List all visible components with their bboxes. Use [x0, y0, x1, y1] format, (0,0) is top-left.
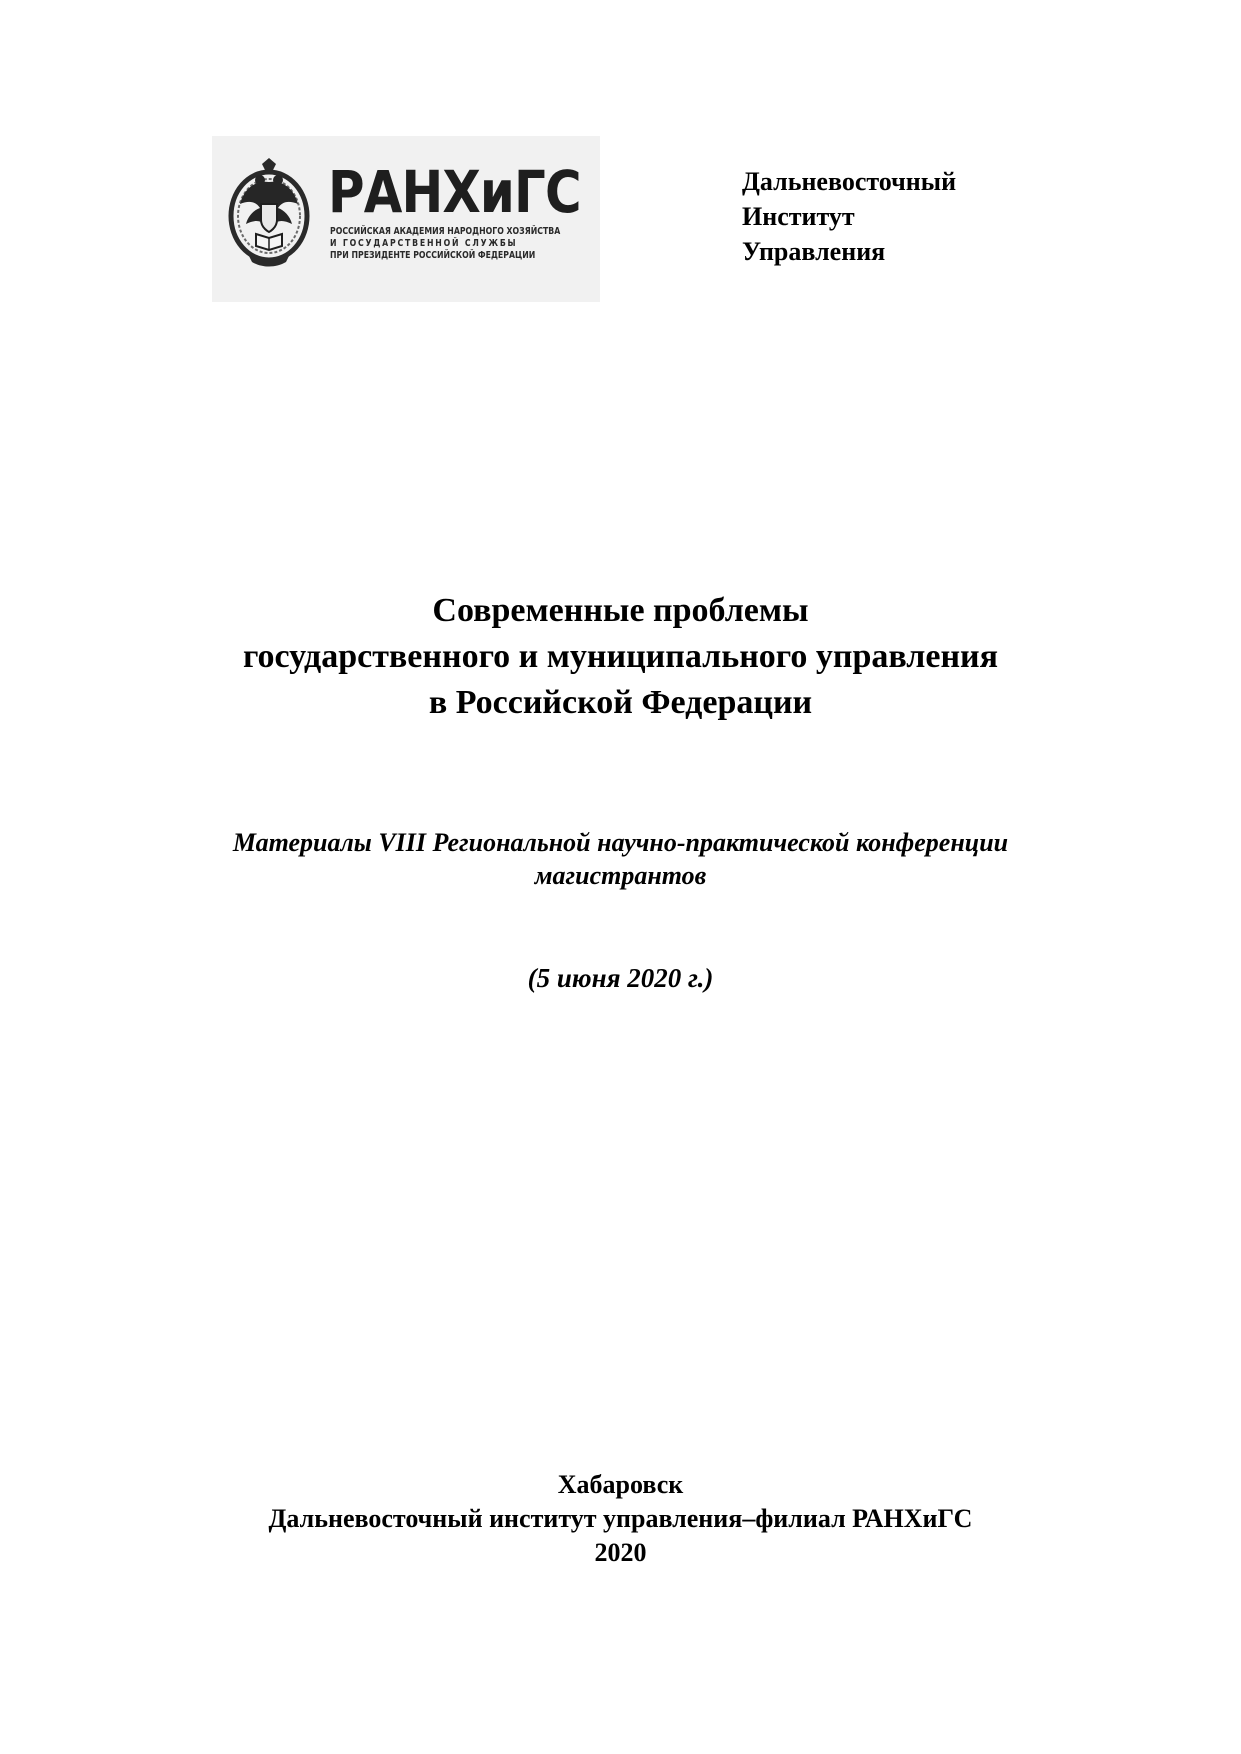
title-line: в Российской Федерации	[428, 684, 813, 721]
logo-subline: РОССИЙСКАЯ АКАДЕМИЯ НАРОДНОГО ХОЗЯЙСТВА	[330, 226, 561, 237]
institute-line: Институт	[742, 202, 855, 231]
logo-wordmark: РАНХиГС	[328, 158, 581, 226]
subtitle-line: Материалы VIII Региональной научно-практической конференции	[232, 828, 1009, 857]
footer-year: 2020	[594, 1538, 647, 1567]
conference-date: (5 июня 2020 г.)	[527, 963, 714, 993]
institute-line: Управления	[742, 237, 886, 266]
institute-name	[742, 164, 956, 269]
footer-city: Хабаровск	[557, 1470, 684, 1499]
title-line: Современные проблемы	[432, 592, 809, 629]
document-title	[0, 588, 1241, 726]
institute-line: Дальневосточный	[742, 167, 957, 196]
footer-publisher: Дальневосточный институт управления–филиал РАНХиГС	[268, 1504, 973, 1533]
subtitle-line: магистрантов	[534, 861, 707, 890]
title-line: государственного и муниципального управления	[242, 638, 999, 675]
logo-subline: И ГОСУДАРСТВЕННОЙ СЛУЖБЫ	[330, 238, 518, 249]
logo-subline: ПРИ ПРЕЗИДЕНТЕ РОССИЙСКОЙ ФЕДЕРАЦИИ	[330, 250, 536, 261]
imprint-footer	[0, 1468, 1241, 1570]
conference-subtitle	[0, 826, 1241, 892]
double-headed-eagle-emblem-icon	[226, 158, 312, 270]
ranepa-logo	[212, 136, 600, 302]
